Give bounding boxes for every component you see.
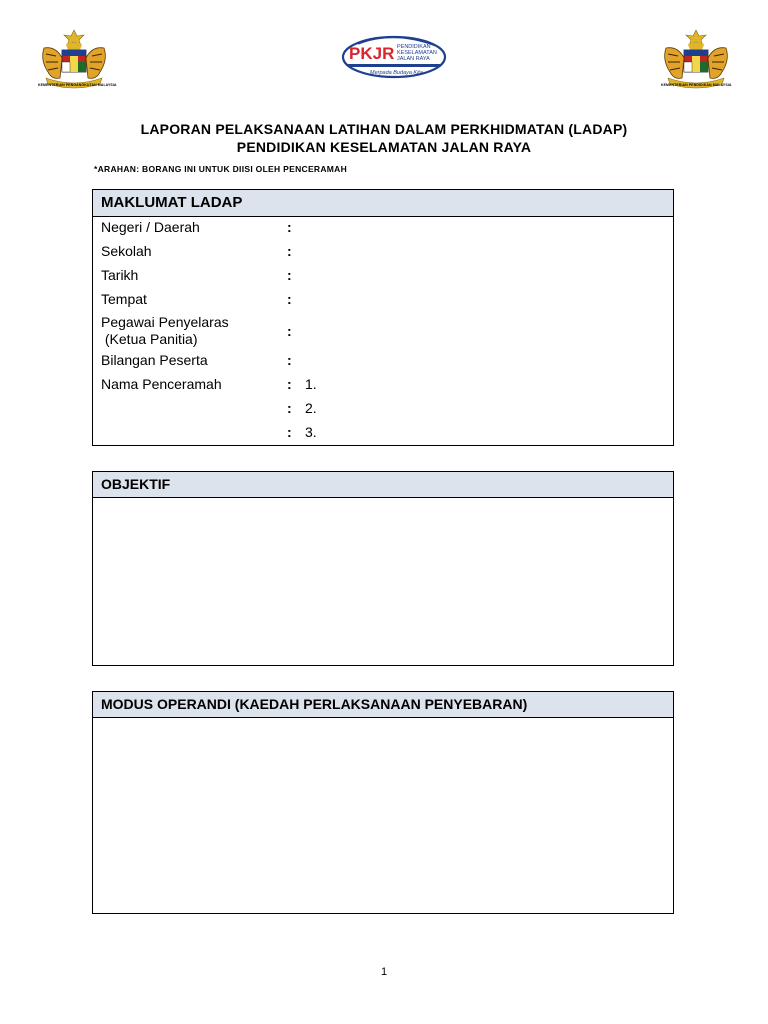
info-section-heading: MAKLUMAT LADAP <box>93 190 673 217</box>
pkjr-tagline: Merpada Budaya Kita <box>370 70 423 76</box>
field-colon: : <box>287 376 292 392</box>
field-colon: : <box>287 267 292 283</box>
field-colon: : <box>287 219 292 235</box>
field-label-ketua-panitia: (Ketua Panitia) <box>101 331 198 347</box>
pkjr-brand-text: PKJR <box>349 44 395 63</box>
pkjr-line2: KESELAMATAN <box>397 50 437 56</box>
field-label-penceramah: Nama Penceramah <box>101 376 222 392</box>
pkjr-line1: PENDIDIKAN <box>397 44 431 50</box>
field-colon: : <box>287 400 292 416</box>
info-section <box>92 189 674 446</box>
pkjr-logo-icon <box>340 32 448 80</box>
field-label-negeri: Negeri / Daerah <box>101 219 200 235</box>
field-label-tarikh: Tarikh <box>101 267 139 283</box>
speaker-number: 3. <box>305 424 317 440</box>
modus-section <box>92 691 674 914</box>
field-label-sekolah: Sekolah <box>101 243 152 259</box>
field-label-tempat: Tempat <box>101 291 147 307</box>
left-logo-caption: KEMENTERIAN PENGANGKUTAN MALAYSIA <box>38 83 117 87</box>
speaker-number: 2. <box>305 400 317 416</box>
field-colon: : <box>287 323 292 339</box>
objective-section <box>92 471 674 666</box>
objective-section-heading: OBJEKTIF <box>93 472 673 498</box>
field-colon: : <box>287 424 292 440</box>
right-logo-caption: KEMENTERIAN PENDIDIKAN MALAYSIA <box>661 83 732 87</box>
page-number: 1 <box>380 966 388 978</box>
pkjr-line3: JALAN RAYA <box>397 56 430 62</box>
instruction-note: *ARAHAN: BORANG INI UNTUK DIISI OLEH PENCERAMAH <box>94 164 348 174</box>
speaker-number: 1. <box>305 376 317 392</box>
field-colon: : <box>287 291 292 307</box>
field-colon: : <box>287 352 292 368</box>
field-label-bilangan: Bilangan Peserta <box>101 352 208 368</box>
modus-section-heading: MODUS OPERANDI (KAEDAH PERLAKSANAAN PENYEBARAN) <box>93 692 673 718</box>
field-colon: : <box>287 243 292 259</box>
document-title: LAPORAN PELAKSANAAN LATIHAN DALAM PERKHIDMATAN (LADAP) <box>140 121 628 137</box>
field-label-pegawai: Pegawai Penyelaras <box>101 314 229 330</box>
document-subtitle: PENDIDIKAN KESELAMATAN JALAN RAYA <box>236 139 532 155</box>
